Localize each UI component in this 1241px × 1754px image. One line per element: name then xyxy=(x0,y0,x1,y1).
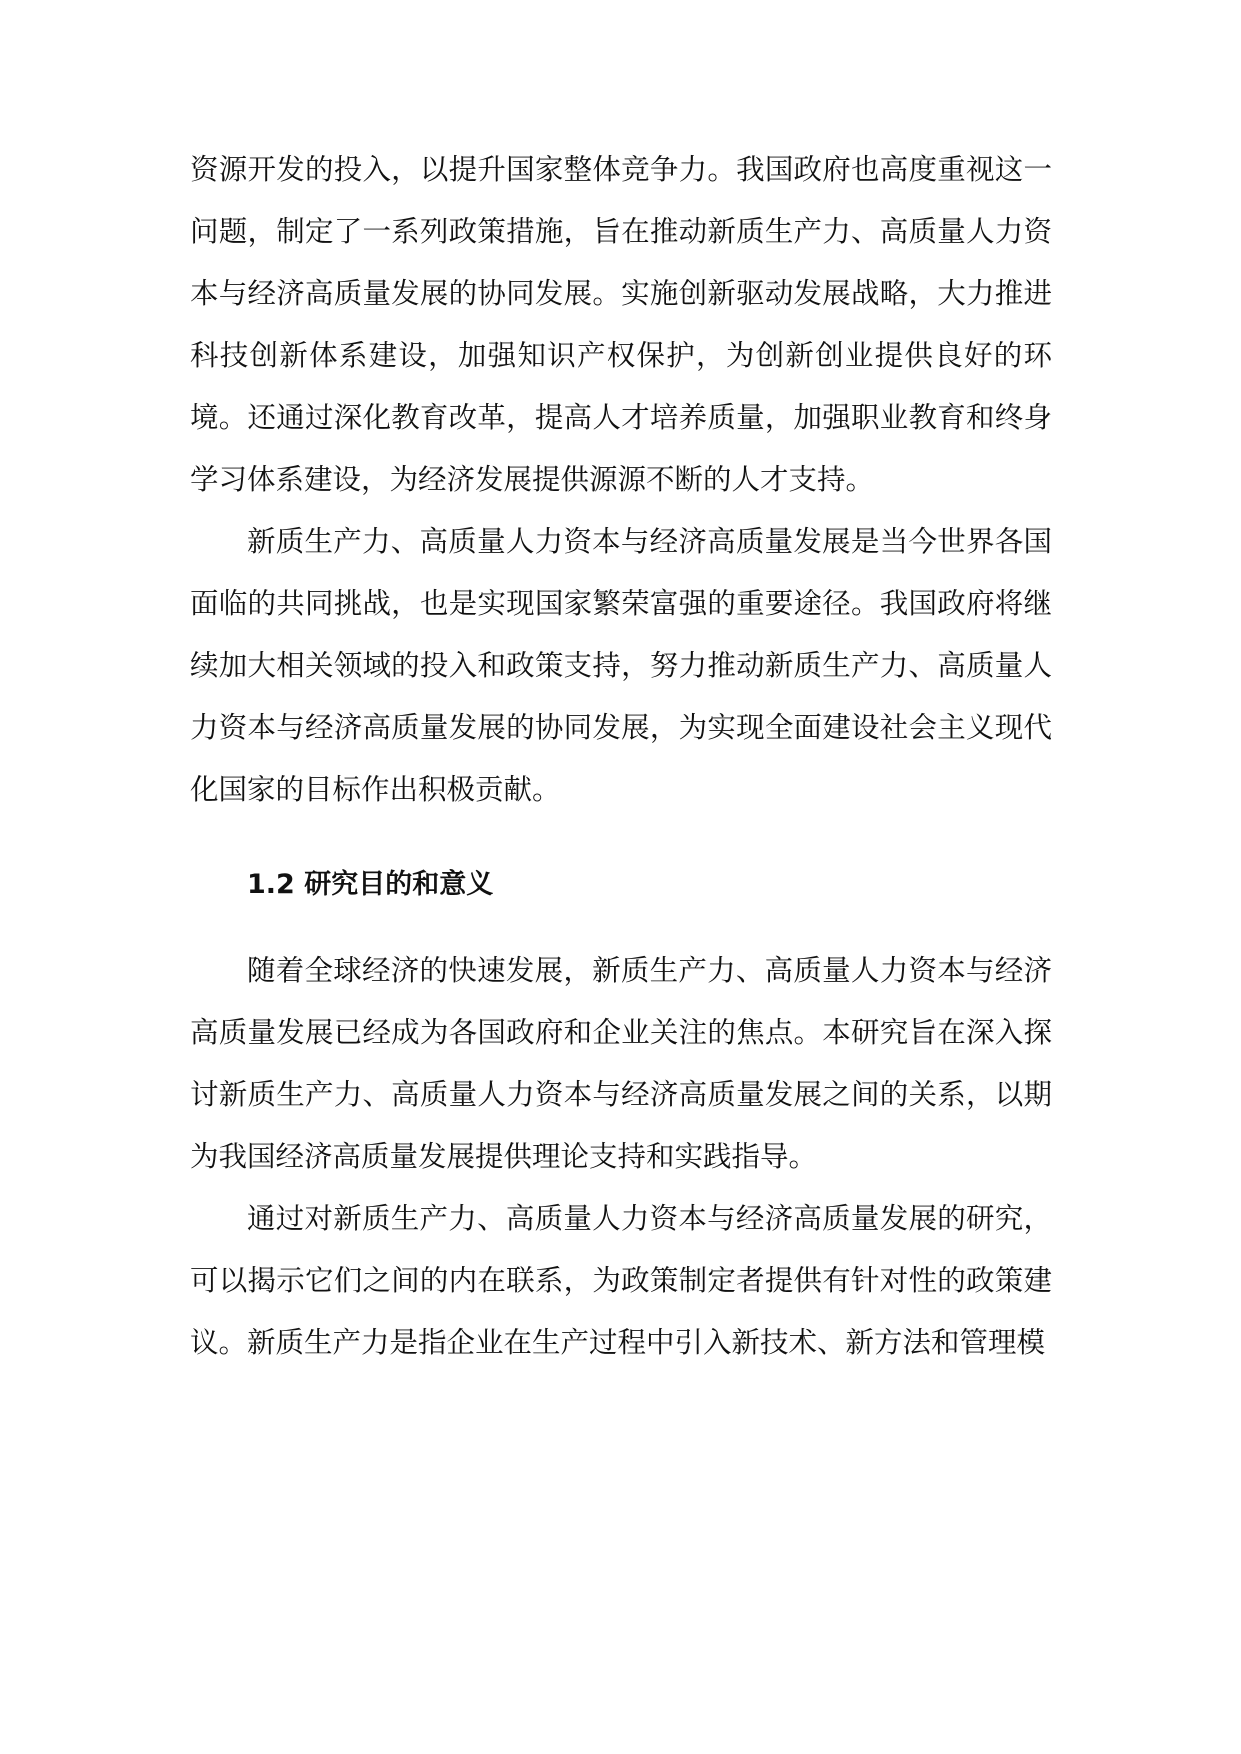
paragraph: 通过对新质生产力、高质量人力资本与经济高质量发展的研究，可以揭示它们之间的内在联系，为政策制定者提供有针对性的政策建议。新质生产力是指企业在生产过程中引入新技术、新方法和管理模 xyxy=(190,1202,1052,1359)
section-heading: 1.2 研究目的和意义 xyxy=(247,869,494,900)
document-body xyxy=(190,139,1052,1374)
paragraph-continued: 资源开发的投入，以提升国家整体竞争力。我国政府也高度重视这一问题，制定了一系列政策措施，旨在推动新质生产力、高质量人力资本与经济高质量发展的协同发展。实施创新驱动发展战略，大力推进科技创新体系建设，加强知识产权保护，为创新创业提供良好的环境。还通过深化教育改革，提高人才培养质量，加强职业教育和终身学习体系建设，为经济发展提供源源不断的人才支持。 xyxy=(190,153,1052,496)
paragraph: 随着全球经济的快速发展，新质生产力、高质量人力资本与经济高质量发展已经成为各国政府和企业关注的焦点。本研究旨在深入探讨新质生产力、高质量人力资本与经济高质量发展之间的关系，以期为我国经济高质量发展提供理论支持和实践指导。 xyxy=(190,954,1052,1173)
paragraph: 新质生产力、高质量人力资本与经济高质量发展是当今世界各国面临的共同挑战，也是实现国家繁荣富强的重要途径。我国政府将继续加大相关领域的投入和政策支持，努力推动新质生产力、高质量人力资本与经济高质量发展的协同发展，为实现全面建设社会主义现代化国家的目标作出积极贡献。 xyxy=(190,525,1052,806)
